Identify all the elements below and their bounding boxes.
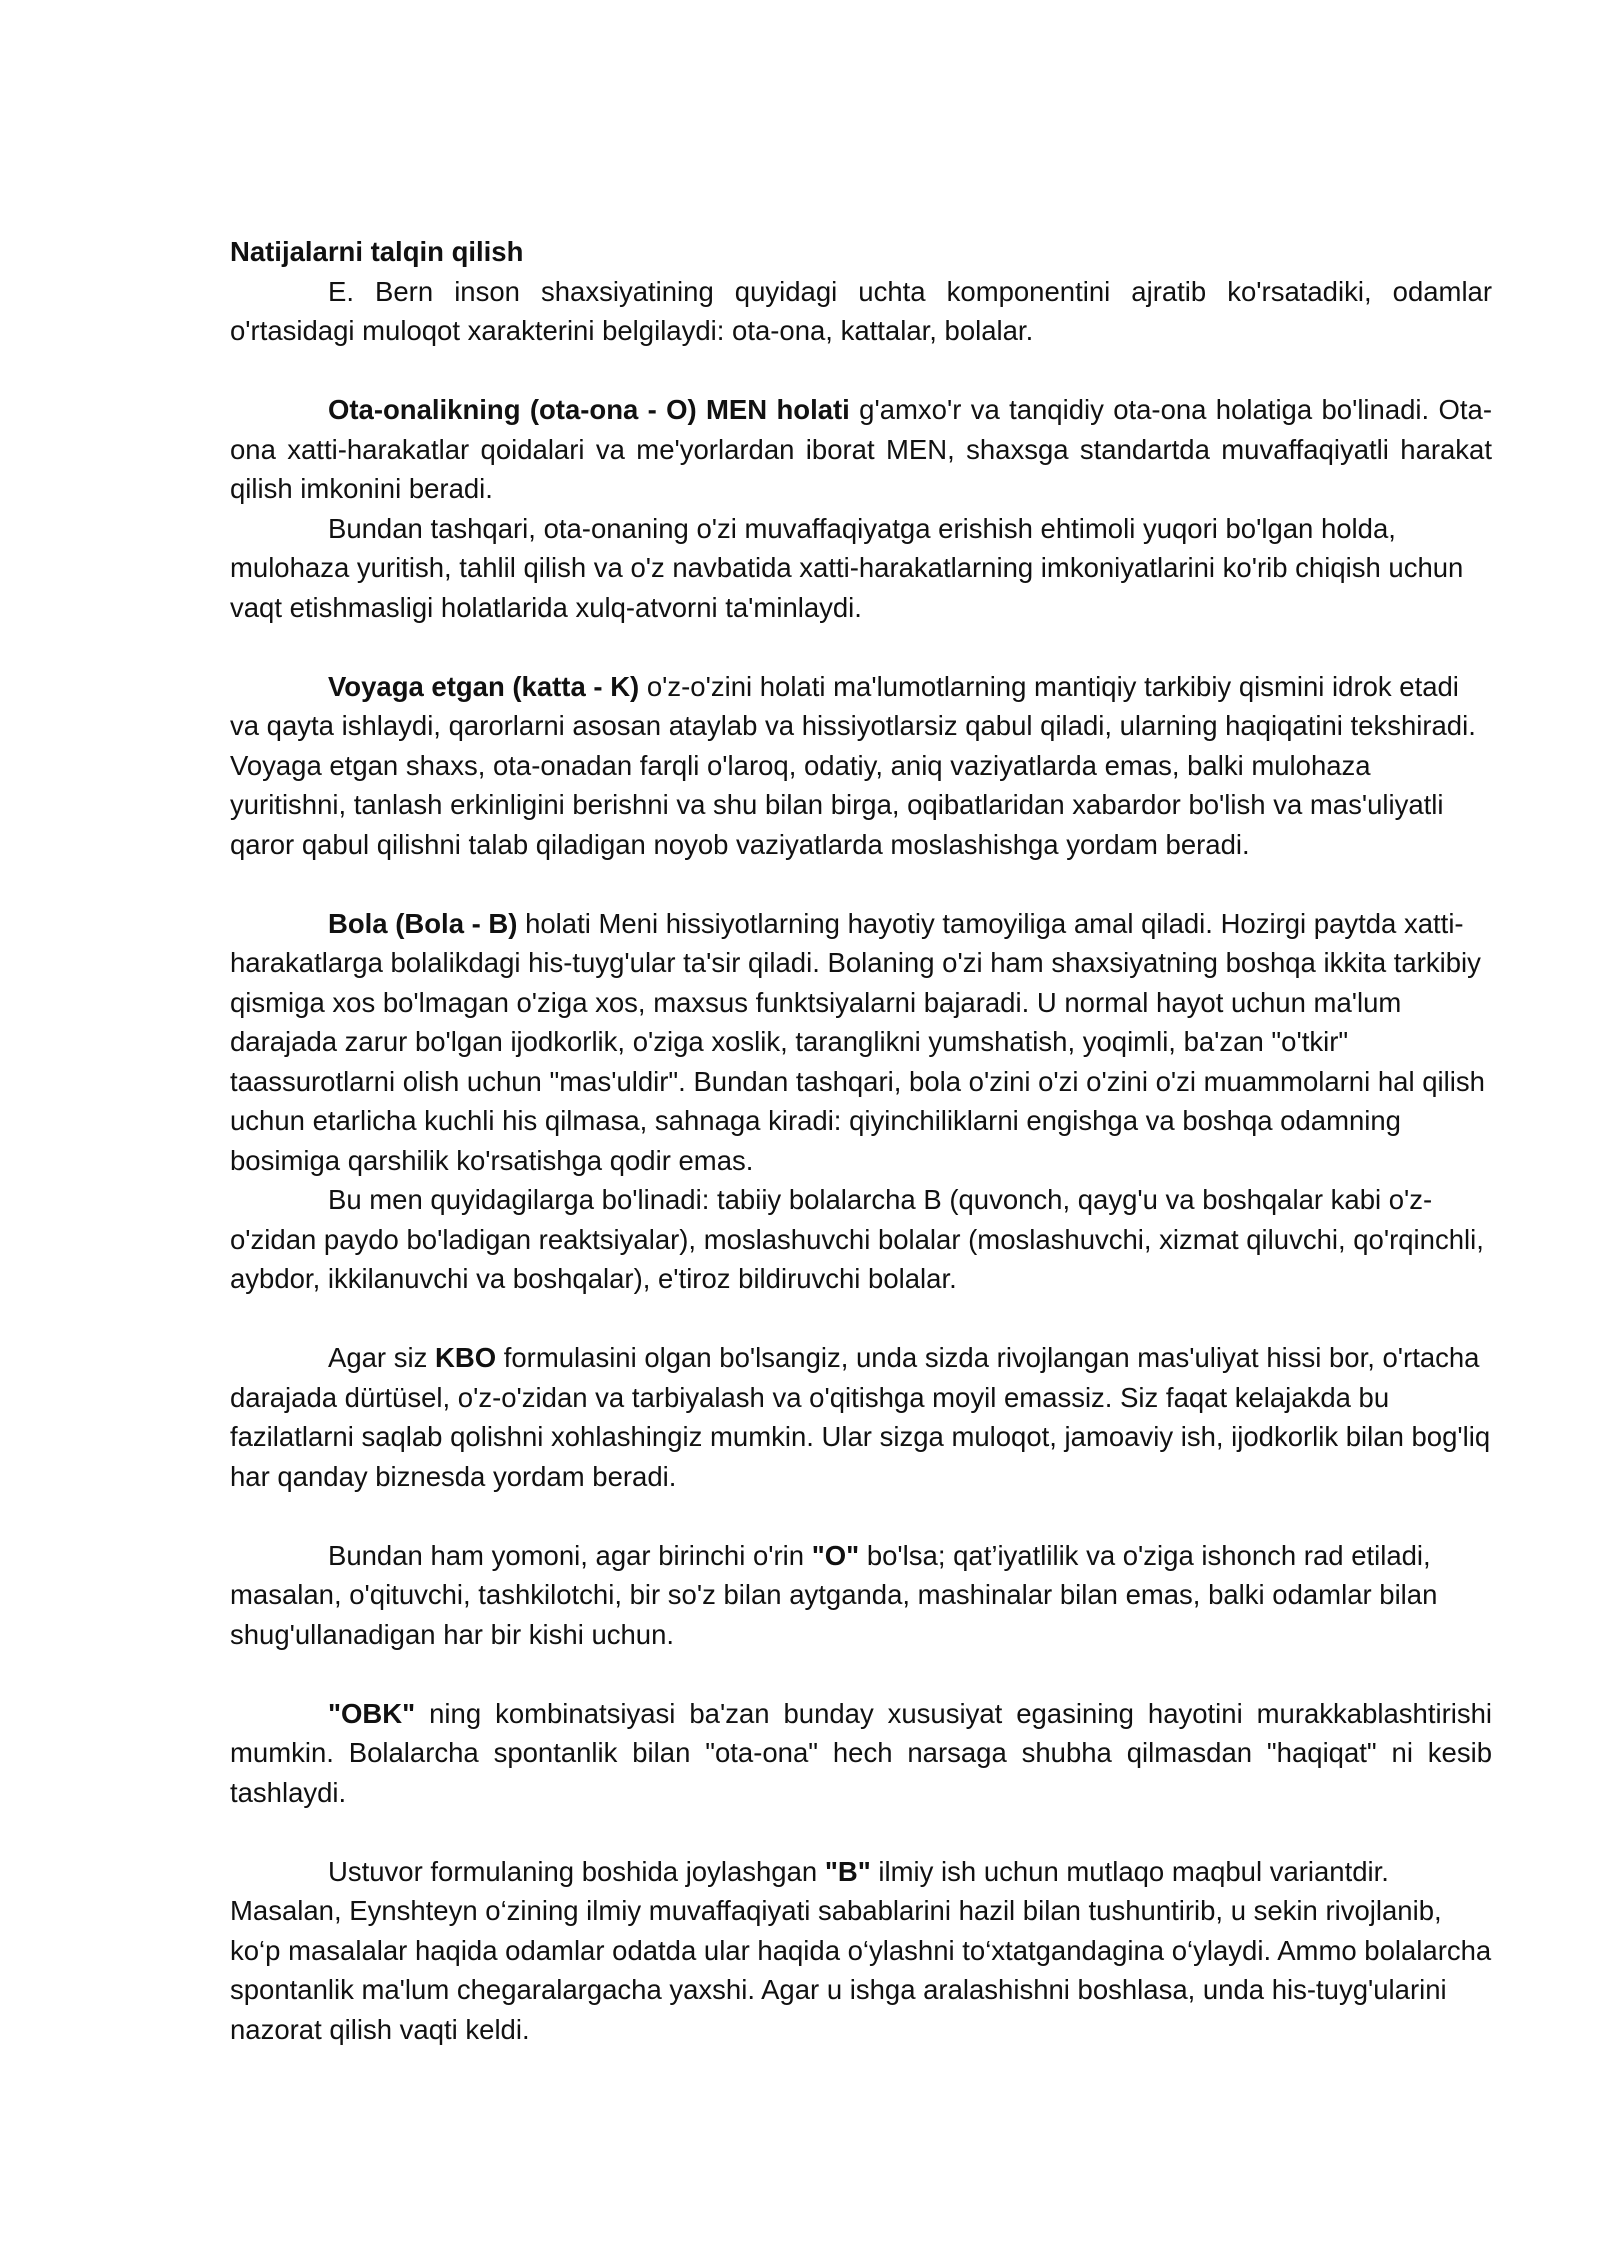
b-first-paragraph [230, 1852, 1492, 2050]
kbo-text: formulasini olgan bo'lsangiz, unda sizda rivojlangan mas'uliyat hissi bor, o'rtacha darajada dürtüsel, o'z-o'zidan va tarbiyalash va o'qitishga moyil emassiz. Siz faqat kelajakda bu fazilatlarni saqlab qolishni xohlashingiz mumkin. Ular sizga muloqot, jamoaviy ish, ijodkorlik bilan bog'liq har qanday biznesda yordam beradi. [230, 1342, 1491, 1492]
paragraph-gap [230, 1299, 1492, 1339]
child-state-text: holati Meni hissiyotlarning hayotiy tamoyiliga amal qiladi. Hozirgi paytda xatti-harakatlarga bolalikdagi his-tuyg'ular ta'sir qiladi. Bolaning o'zi ham shaxsiyatning boshqa ikkita tarkibiy qismiga xos bo'lmagan o'ziga xos, maxsus funktsiyalarni bajaradi. U normal hayot uchun ma'lum darajada zarur bo'lgan ijodkorlik, o'ziga xoslik, taranglikni yumshatish, yoqimli, ba'zan "o'tkir" taassurotlarni olish uchun "mas'uldir". Bundan tashqari, bola o'zini o'zi o'zini o'zi muammolarni hal qilish uchun etarlicha kuchli his qilmasa, sahnaga kiradi: qiyinchiliklarni engishga va boshqa odamning bosimiga qarshilik ko'rsatishga qodir emas. [230, 907, 1485, 1176]
paragraph-gap [230, 1654, 1492, 1694]
paragraph-gap [230, 1496, 1492, 1536]
adult-state-text: o'z-o'zini holati ma'lumotlarning mantiqiy tarkibiy qismini idrok etadi va qayta ishlaydi, qarorlarni asosan ataylab va hissiyotlarsiz qabul qiladi, ularning haqiqatini tekshiradi. Voyaga etgan shaxs, ota-onadan farqli o'laroq, odatiy, aniq vaziyatlarda emas, balki mulohaza yuritishni, tanlash erkinligini berishni va shu bilan birga, oqibatlaridan xabardor bo'lish va mas'uliyatli qaror qabul qilishni talab qiladigan noyob vaziyatlarda moslashishga yordam beradi. [230, 670, 1476, 860]
b-first-text: ilmiy ish uchun mutlaqo maqbul variantdir. Masalan, Eynshteyn o‘zining ilmiy muvaffaqiyati sabablarini hazil bilan tushuntirib, u sekin rivojlanib, ko‘p masalalar haqida odamlar odatda ular haqida o‘ylashni to‘xtatgandagina o‘ylaydi. Ammo bolalarcha spontanlik ma'lum chegaralargacha yaxshi. Agar u ishga aralashishni boshlasa, unda his-tuyg'ularini nazorat qilish vaqti keldi. [230, 1855, 1492, 2045]
parent-state-paragraph-2: Bundan tashqari, ota-onaning o'zi muvaffaqiyatga erishish ehtimoli yuqori bo'lgan holda, mulohaza yuritish, tahlil qilish va o'z navbatida xatti-harakatlarning imkoniyatlarini ko'rib chiqish uchun vaqt etishmasligi holatlarida xulq-atvorni ta'minlaydi. [230, 512, 1464, 623]
parent-state-text: g'amxo'r va tanqidiy ota-ona holatiga bo'linadi. Ota-ona xatti-harakatlar qoidalari va me'yorlardan iborat MEN, shaxsga standartda muvaffaqiyatli harakat qilish imkonini beradi. [230, 394, 1492, 504]
adult-state-heading: Voyaga etgan (katta - K) [328, 670, 640, 702]
document-page [230, 232, 1492, 2049]
child-state-paragraph [230, 904, 1492, 1181]
adult-state-paragraph [230, 667, 1492, 865]
paragraph-gap [230, 1812, 1492, 1852]
paragraph-gap [230, 627, 1492, 667]
kbo-prefix: Agar siz [328, 1342, 435, 1373]
b-first-prefix: Ustuvor formulaning boshida joylashgan [328, 1855, 825, 1887]
parent-state-paragraph [230, 390, 1492, 509]
o-first-paragraph [230, 1536, 1492, 1655]
child-state-heading: Bola (Bola - B) [328, 907, 518, 939]
parent-state-heading: Ota-onalikning (ota-ona - O) MEN holati [328, 394, 850, 425]
child-state-paragraph-2: Bu men quyidagilarga bo'linadi: tabiiy bolalarcha B (quvonch, qayg'u va boshqalar kabi o'z-o'zidan paydo bo'ladigan reaktsiyalar), moslashuvchi bolalar (moslashuvchi, xizmat qiluvchi, qo'rqinchli, aybdor, ikkilanuvchi va boshqalar), e'tiroz bildiruvchi bolalar. [230, 1184, 1484, 1294]
document-title: Natijalarni talqin qilish [230, 236, 524, 267]
intro-paragraph: E. Bern inson shaxsiyatining quyidagi uchta komponentini ajratib ko'rsatadiki, odamlar o'rtasidagi muloqot xarakterini belgilaydi: ota-ona, kattalar, bolalar. [230, 275, 1492, 346]
o-first-prefix: Bundan ham yomoni, agar birinchi o'rin [328, 1539, 812, 1571]
obk-code: "OBK" [328, 1697, 416, 1729]
b-first-code: "B" [824, 1855, 871, 1887]
obk-paragraph [230, 1694, 1492, 1813]
paragraph-gap [230, 864, 1492, 904]
o-first-code: "O" [811, 1539, 860, 1571]
obk-text: ning kombinatsiyasi ba'zan bunday xususiyat egasining hayotini murakkablashtirishi mumkin. Bolalarcha spontanlik bilan "ota-ona" hech narsaga shubha qilmasdan "haqiqat" ni kesib tashlaydi. [230, 1697, 1492, 1808]
o-first-text: bo'lsa; qat’iyatlilik va o'ziga ishonch rad etiladi, masalan, o'qituvchi, tashkilotchi, bir so'z bilan aytganda, mashinalar bilan emas, balki odamlar bilan shug'ullanadigan har bir kishi uchun. [230, 1539, 1438, 1650]
kbo-code: KBO [434, 1342, 497, 1373]
kbo-paragraph [230, 1338, 1492, 1496]
paragraph-gap [230, 351, 1492, 391]
